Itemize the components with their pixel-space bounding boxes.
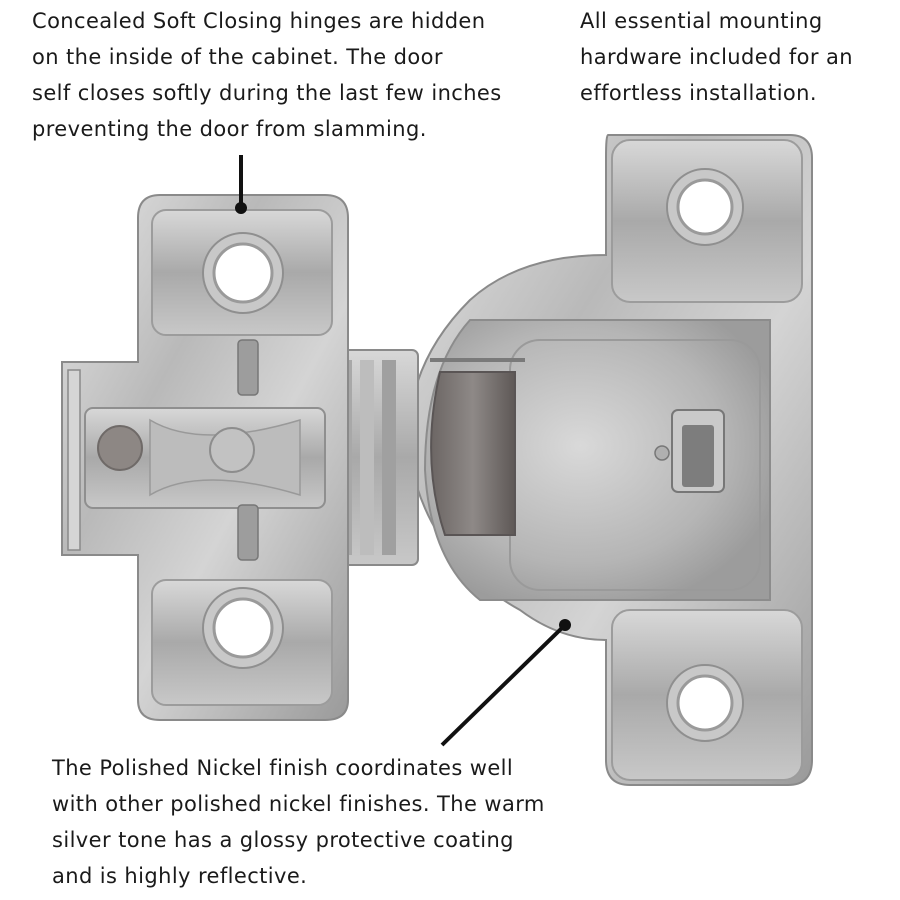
callout-line: self closes softly during the last few inches xyxy=(32,81,502,105)
callout-pointer-hinge xyxy=(235,155,247,214)
callout-line: preventing the door from slamming. xyxy=(32,117,427,141)
callout-mounting-hardware xyxy=(580,3,853,111)
callout-line: Concealed Soft Closing hinges are hidden xyxy=(32,9,486,33)
callout-line: hardware included for an xyxy=(580,45,854,69)
callout-soft-closing xyxy=(32,3,502,147)
mounting-hole-top-left xyxy=(203,233,283,313)
mounting-hole-bottom-left xyxy=(203,588,283,668)
callout-polished-nickel xyxy=(52,750,545,894)
callout-line: on the inside of the cabinet. The door xyxy=(32,45,443,69)
callout-line: All essential mounting xyxy=(580,9,823,33)
callout-line: and is highly reflective. xyxy=(52,864,308,888)
mounting-hole-top-right xyxy=(667,169,743,245)
callout-line: The Polished Nickel finish coordinates well xyxy=(52,756,514,780)
callout-line: with other polished nickel finishes. The warm xyxy=(52,792,545,816)
callout-pointer-finish xyxy=(442,619,571,745)
mounting-hole-bottom-right xyxy=(667,665,743,741)
callout-line: effortless installation. xyxy=(580,81,817,105)
callout-line: silver tone has a glossy protective coating xyxy=(52,828,514,852)
hinge-arm-plate xyxy=(409,135,812,785)
